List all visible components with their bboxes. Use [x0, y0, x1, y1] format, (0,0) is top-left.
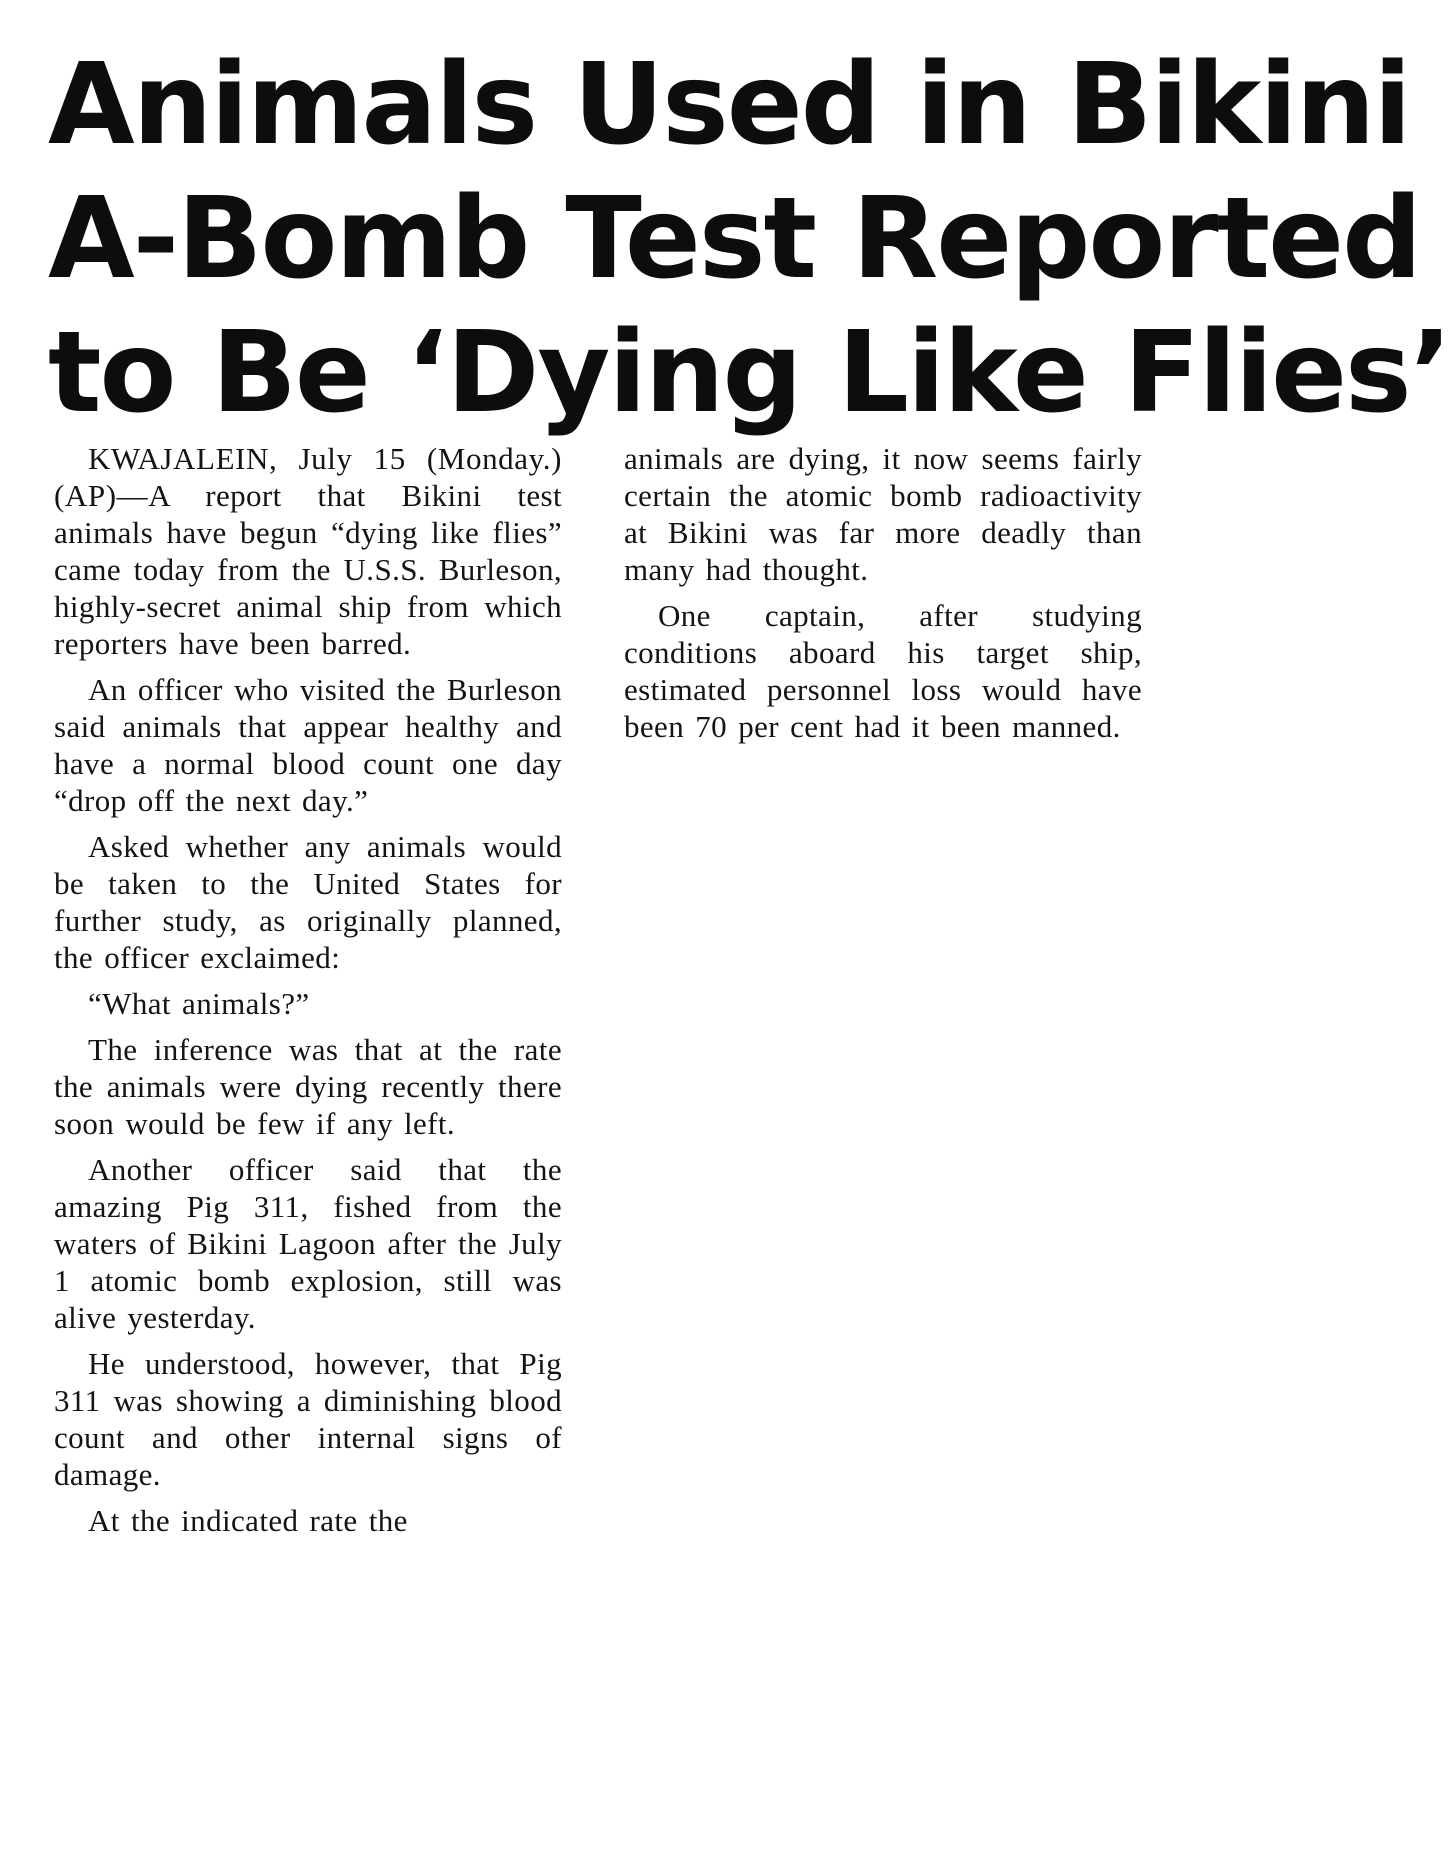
paragraph-9: One captain, after studying conditions aboard his target ship, estimated personnel loss would have been 70 per cent had it been manned.	[624, 598, 1142, 744]
headline-line-2: A-Bomb Test Reported	[48, 174, 1421, 304]
paragraph-6: Another officer said that the amazing Pig 311, fished from the waters of Bikini Lagoon after the July 1 atomic bomb explosion, still was alive yesterday.	[54, 1152, 562, 1335]
paragraph-4: “What animals?”	[88, 986, 310, 1021]
headline	[48, 38, 1450, 440]
dateline: KWAJALEIN, July 15 (Monday.) (AP)—	[54, 441, 562, 513]
column-right	[624, 440, 1142, 754]
news-clipping	[48, 38, 1450, 1538]
paragraph-1	[54, 440, 562, 662]
paragraph-7: He understood, however, that Pig 311 was showing a diminishing blood count and other internal signs of damage.	[54, 1346, 562, 1492]
paragraph-8-start: At the indicated rate the	[88, 1503, 408, 1538]
column-left	[54, 440, 562, 1548]
paragraph-8-continued: animals are dying, it now seems fairly certain the atomic bomb radioactivity at Bikini was far more deadly than many had thought.	[624, 441, 1142, 587]
headline-line-1: Animals Used in Bikini	[48, 40, 1410, 170]
paragraph-5: The inference was that at the rate the animals were dying recently there soon would be few if any left.	[54, 1032, 562, 1141]
paragraph-3: Asked whether any animals would be taken to the United States for further study, as originally planned, the officer exclaimed:	[54, 829, 562, 975]
paragraph-2: An officer who visited the Burleson said animals that appear healthy and have a normal blood count one day “drop off the next day.”	[54, 672, 562, 818]
paragraph-1-text: A report that Bikini test animals have begun “dying like flies” came today from the U.S.S. Burleson, highly-secret animal ship from which reporters have been barred.	[54, 478, 562, 661]
headline-line-3: to Be ‘Dying Like Flies’	[48, 308, 1450, 438]
